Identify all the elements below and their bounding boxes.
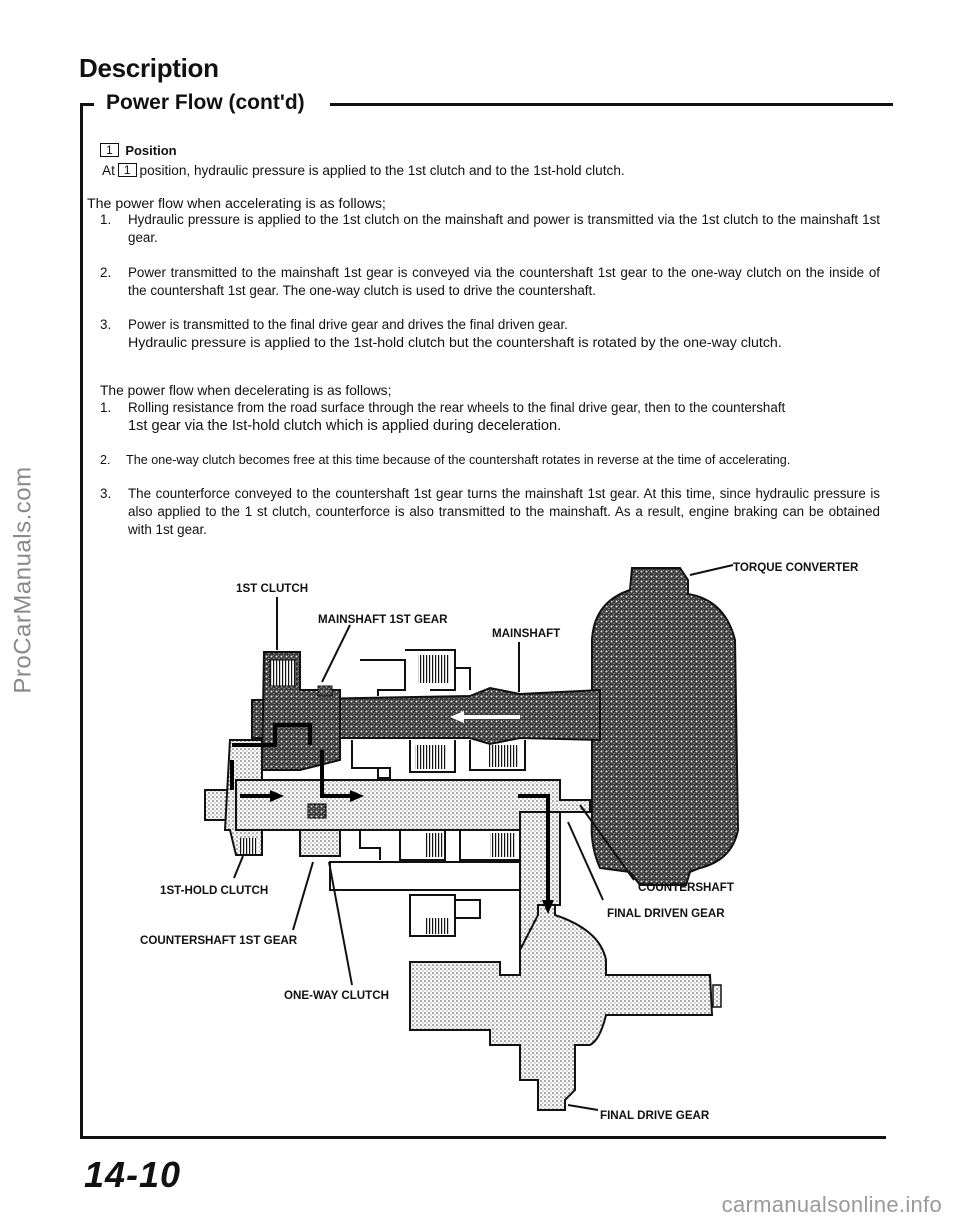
decelerating-intro: The power flow when decelerating is as follows; xyxy=(100,383,392,398)
accelerating-item-2: 2. Power transmitted to the mainshaft 1st gear is conveyed via the countershaft 1st gear to the one-way clutch on the inside of the countershaft 1st gear. The one-way clutch is used to drive the countershaft. xyxy=(100,265,880,298)
clutch-pack-3 xyxy=(488,745,518,767)
page-title: Description xyxy=(79,53,219,83)
gear-tooth-box xyxy=(378,768,390,778)
label-final-drive-gear: FINAL DRIVE GEAR xyxy=(600,1109,710,1122)
decelerating-item-1-extra: 1st gear via the Ist-hold clutch which is applied during deceleration. xyxy=(128,418,562,434)
label-mainshaft-1st-gear: MAINSHAFT 1ST GEAR xyxy=(318,613,448,626)
output-stub xyxy=(713,985,721,1007)
accelerating-item-3: 3. Power is transmitted to the final drive gear and drives the final driven gear. Hydraulic pressure is applied to the 1st-hold clutch but the countershaft is rotated by the one-way clutch. xyxy=(100,316,880,352)
torque-converter-shape xyxy=(592,568,738,885)
clutch-pack-6 xyxy=(425,918,450,934)
decelerating-item-3: 3. The counterforce conveyed to the countershaft 1st gear turns the mainshaft 1st gear. At this time, since hydraulic pressure is also applied to the 1 st clutch, counterforce is also transmitted to the mainshaft. As a result, engine braking can be obtained with 1st gear. xyxy=(100,486,880,537)
position-number-box: 1 xyxy=(100,143,119,157)
bottom-watermark: carmanualsonline.info xyxy=(721,1192,942,1217)
accelerating-intro: The power flow when accelerating is as follows; xyxy=(87,196,386,212)
page-number: 14-10 xyxy=(84,1154,182,1195)
label-countershaft: COUNTERSHAFT xyxy=(638,881,734,894)
decelerating-item-2: 2. The one-way clutch becomes free at this time because of the countershaft rotates in reverse at the time of accelerating. xyxy=(100,453,791,467)
clutch-pack-4 xyxy=(425,833,443,857)
label-1st-clutch: 1ST CLUTCH xyxy=(236,582,309,595)
label-torque-converter: TORQUE CONVERTER xyxy=(733,561,859,574)
position-heading-text: Position xyxy=(125,143,177,158)
label-countershaft-1st-gear: COUNTERSHAFT 1ST GEAR xyxy=(140,934,298,947)
mainshaft-1st-gear-shape xyxy=(318,686,332,696)
label-1st-hold-clutch: 1ST-HOLD CLUTCH xyxy=(160,884,269,897)
section-subtitle: Power Flow (cont'd) xyxy=(104,91,311,115)
position-intro: At 1 position, hydraulic pressure is applied to the 1st clutch and to the 1st-hold clutch. xyxy=(102,163,625,178)
first-clutch-plates xyxy=(270,660,296,686)
side-watermark: ProCarManuals.com xyxy=(10,466,37,694)
decelerating-item-1: 1. Rolling resistance from the road surface through the rear wheels to the final drive gear, then to the countershaft 1st gear via the Ist-hold clutch which is applied during deceleration. xyxy=(100,399,880,435)
first-hold-clutch-plates xyxy=(240,838,258,854)
clutch-pack-2 xyxy=(415,745,447,769)
one-way-clutch-shape xyxy=(308,804,326,818)
label-final-driven-gear: FINAL DRIVEN GEAR xyxy=(607,907,725,920)
clutch-pack-1 xyxy=(418,655,450,683)
label-one-way-clutch: ONE-WAY CLUTCH xyxy=(284,989,389,1002)
accelerating-item-3-extra: Hydraulic pressure is applied to the 1st-hold clutch but the countershaft is rotated by the one-way clutch. xyxy=(128,335,782,351)
countershaft-1st-gear-shape xyxy=(300,830,340,856)
label-mainshaft: MAINSHAFT xyxy=(492,627,561,640)
clutch-pack-5 xyxy=(490,833,516,857)
position-number-inline: 1 xyxy=(118,163,137,177)
accelerating-item-1: 1. Hydraulic pressure is applied to the 1st clutch on the mainshaft and power is transmitted via the 1st clutch to the mainshaft 1st gear. xyxy=(100,212,880,245)
